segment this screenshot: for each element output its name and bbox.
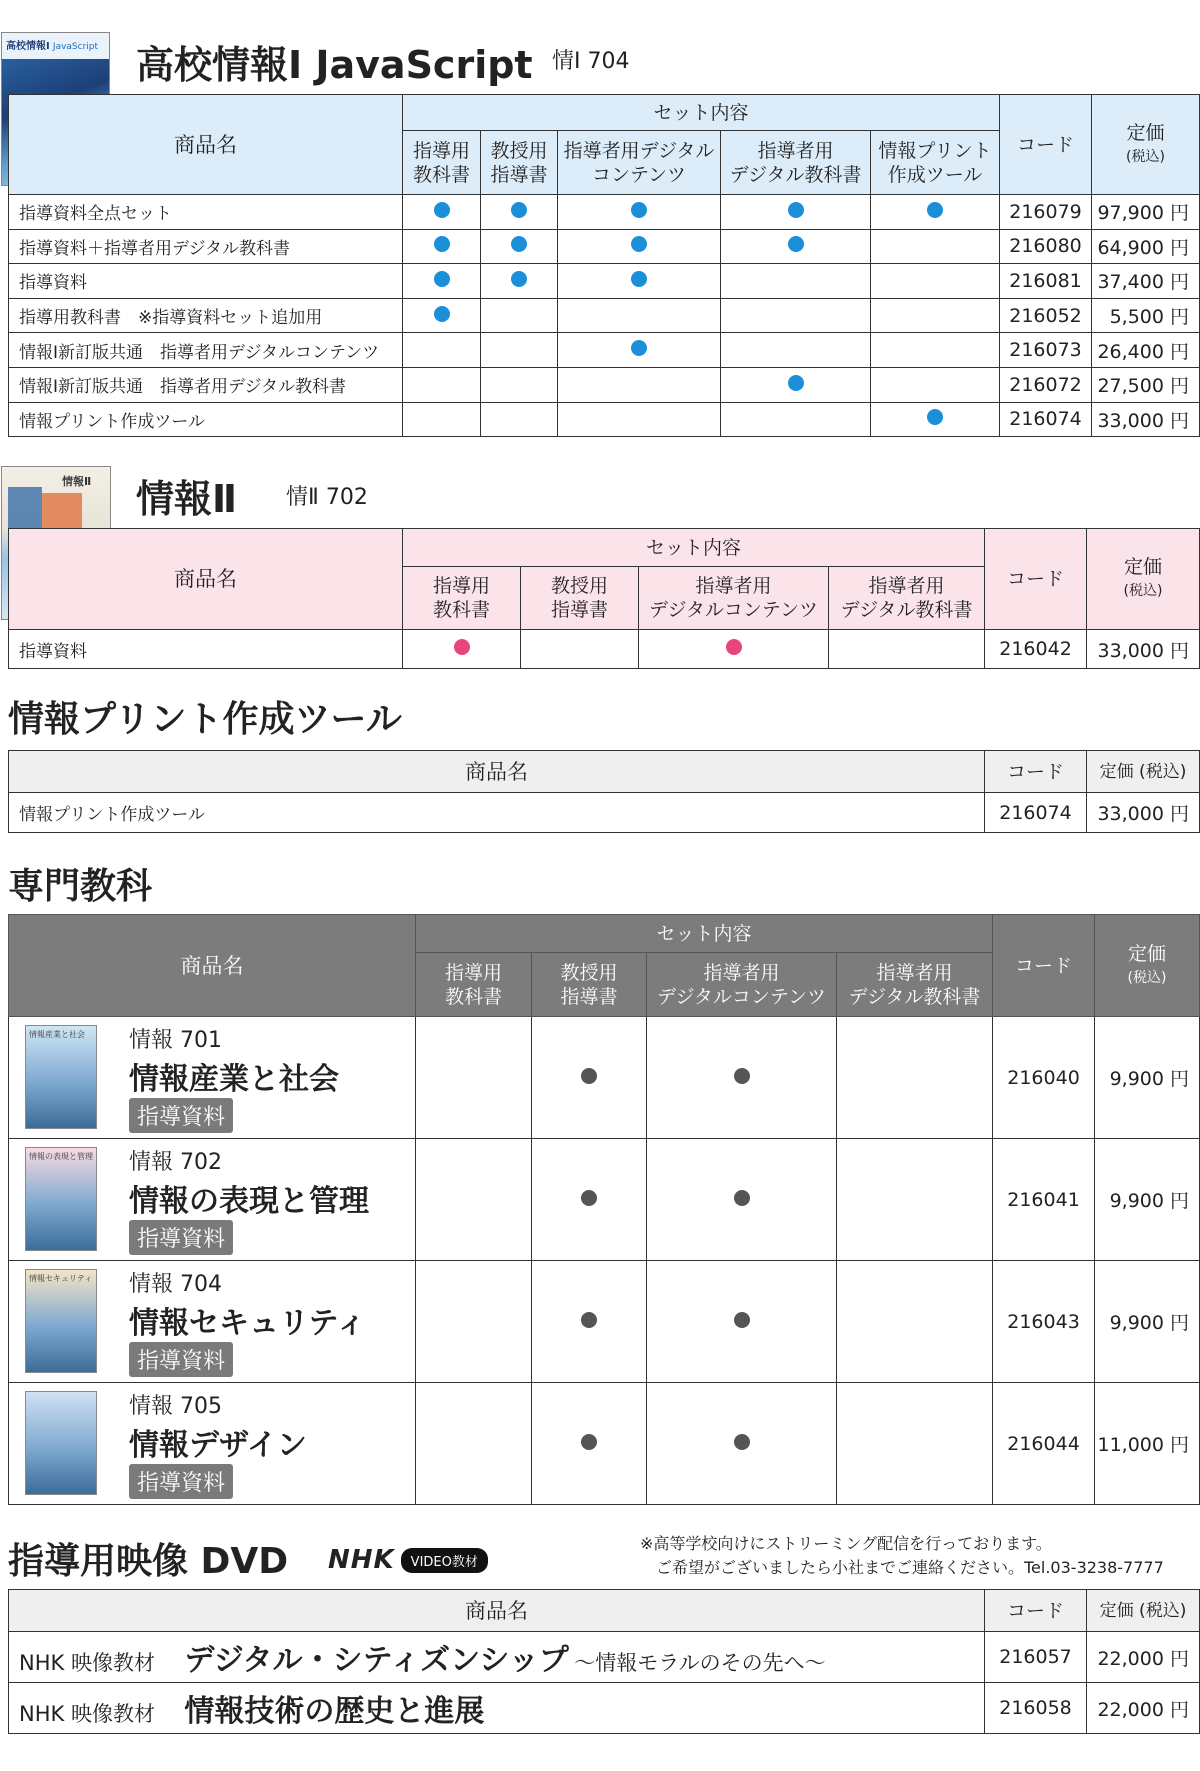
set-cell (558, 298, 721, 333)
product-code: 216080 (1000, 229, 1092, 264)
included-dot (511, 202, 527, 218)
section-title-print-tool: 情報プリント作成ツール (8, 699, 402, 740)
product-badge: 指導資料 (129, 1098, 233, 1133)
header-price (1092, 95, 1200, 195)
product-title: 情報産業と社会 (129, 1062, 339, 1097)
table-row (9, 402, 1200, 437)
set-cell (558, 402, 721, 437)
product-code: 216041 (993, 1139, 1095, 1261)
product-price: 11,000 円 (1095, 1383, 1200, 1505)
product-code: 216052 (1000, 298, 1092, 333)
header-price-label: 定価 (1124, 556, 1163, 578)
header-price-tax: (税込) (1126, 148, 1165, 165)
header-price-tax: (税込) (1127, 969, 1167, 986)
set-cell (481, 298, 558, 333)
header-col-3: 指導者用 デジタル教科書 (837, 953, 993, 1017)
book-cover (25, 1269, 97, 1373)
set-cell (481, 333, 558, 368)
set-cell (639, 630, 829, 669)
set-cell (871, 195, 1000, 230)
product-info (129, 1389, 307, 1499)
table-row (9, 1261, 1200, 1383)
product-code: 216044 (993, 1383, 1095, 1505)
table-row (9, 630, 1200, 669)
header-product-name: 商品名 (9, 1590, 985, 1632)
dvd-prefix: NHK 映像教材 (19, 1702, 155, 1726)
set-cell (721, 298, 871, 333)
set-cell (481, 229, 558, 264)
included-dot (631, 202, 647, 218)
included-dot (434, 202, 450, 218)
set-cell (416, 1017, 532, 1139)
set-cell (532, 1261, 647, 1383)
set-cell (871, 367, 1000, 402)
product-price: 22,000 円 (1087, 1683, 1200, 1734)
included-dot (734, 1434, 750, 1450)
set-cell (871, 264, 1000, 299)
included-dot (788, 202, 804, 218)
product-code: 216057 (985, 1632, 1087, 1683)
included-dot (434, 236, 450, 252)
product-name: 情報Ⅰ新訂版共通 指導者用デジタルコンテンツ (9, 333, 403, 368)
section-title-senmon: 専門教科 (8, 866, 153, 907)
product-table-joho1 (8, 94, 1200, 437)
dvd-row-name (9, 1632, 985, 1683)
set-cell (558, 229, 721, 264)
dvd-row-name (9, 1683, 985, 1734)
set-cell (481, 402, 558, 437)
product-name: 指導用教科書 ※指導資料セット追加用 (9, 298, 403, 333)
included-dot (927, 202, 943, 218)
header-set-contents: セット内容 (403, 95, 1000, 131)
product-price: 5,500 円 (1092, 298, 1200, 333)
product-cell (9, 1261, 416, 1383)
product-code: 216072 (1000, 367, 1092, 402)
set-cell (403, 333, 481, 368)
set-cell (403, 630, 521, 669)
product-name: 指導資料＋指導者用デジタル教科書 (9, 229, 403, 264)
section-code-joho2: 情Ⅱ 702 (286, 485, 368, 510)
product-code: 216043 (993, 1261, 1095, 1383)
included-dot (581, 1068, 597, 1084)
set-cell (403, 367, 481, 402)
product-badge: 指導資料 (129, 1220, 233, 1255)
header-price (1095, 915, 1200, 1017)
header-price: 定価 (税込) (1087, 1590, 1200, 1632)
set-cell (403, 229, 481, 264)
set-cell (837, 1139, 993, 1261)
set-cell (481, 264, 558, 299)
header-price (1087, 529, 1200, 630)
table-row (9, 1383, 1200, 1505)
set-cell (521, 630, 639, 669)
section-title-dvd: 指導用映像 DVD (8, 1541, 289, 1582)
set-cell (647, 1139, 837, 1261)
set-cell (532, 1017, 647, 1139)
set-cell (416, 1261, 532, 1383)
header-set-contents: セット内容 (416, 915, 993, 953)
header-col-0: 指導用 教科書 (403, 567, 521, 630)
included-dot (631, 236, 647, 252)
book-cover (25, 1147, 97, 1251)
product-table-print-tool (8, 750, 1200, 833)
product-title: 情報デザイン (129, 1428, 307, 1463)
section-title-joho1: 高校情報Ⅰ JavaScript (136, 43, 533, 87)
product-code: 216079 (1000, 195, 1092, 230)
included-dot (454, 639, 470, 655)
book-cover-title: 情報セキュリティ (29, 1274, 93, 1283)
product-number: 情報 701 (129, 1028, 222, 1053)
dvd-suffix: 〜情報モラルのその先へ〜 (574, 1651, 826, 1675)
included-dot (631, 340, 647, 356)
set-cell (558, 264, 721, 299)
header-product-name: 商品名 (9, 95, 403, 195)
product-title: 情報の表現と管理 (129, 1184, 369, 1219)
product-cell (9, 1139, 416, 1261)
header-price-label: 定価 (1128, 942, 1167, 965)
header-product-name: 商品名 (9, 751, 985, 793)
included-dot (734, 1068, 750, 1084)
cover-subtitle: JavaScript (52, 42, 99, 52)
set-cell (871, 402, 1000, 437)
set-cell (481, 195, 558, 230)
table-row (9, 264, 1200, 299)
header-col-1: 教授用 指導書 (481, 131, 558, 195)
table-row (9, 1017, 1200, 1139)
product-price: 97,900 円 (1092, 195, 1200, 230)
included-dot (511, 271, 527, 287)
included-dot (927, 409, 943, 425)
header-col-4: 情報プリント 作成ツール (871, 131, 1000, 195)
product-code: 216073 (1000, 333, 1092, 368)
set-cell (837, 1017, 993, 1139)
header-price-tax: (税込) (1123, 583, 1163, 599)
header-code: コード (985, 751, 1087, 793)
product-price: 26,400 円 (1092, 333, 1200, 368)
product-price: 33,000 円 (1092, 402, 1200, 437)
included-dot (581, 1190, 597, 1206)
book-cover (25, 1025, 97, 1129)
set-cell (871, 298, 1000, 333)
table-row (9, 195, 1200, 230)
table-row (9, 229, 1200, 264)
set-cell (403, 402, 481, 437)
product-info (129, 1267, 366, 1377)
included-dot (581, 1312, 597, 1328)
product-number: 情報 702 (129, 1150, 222, 1175)
header-set-contents: セット内容 (403, 529, 985, 567)
product-code: 216081 (1000, 264, 1092, 299)
nhk-logo-text: NHK (328, 1545, 395, 1575)
set-cell (647, 1017, 837, 1139)
set-cell (871, 333, 1000, 368)
product-price: 27,500 円 (1092, 367, 1200, 402)
product-table-joho2 (8, 528, 1200, 669)
header-code: コード (985, 1590, 1087, 1632)
product-name: 指導資料全点セット (9, 195, 403, 230)
header-col-3: 指導者用 デジタル教科書 (721, 131, 871, 195)
dvd-title: 情報技術の歴史と進展 (184, 1694, 485, 1729)
book-cover-title: 情報の表現と管理 (29, 1152, 93, 1161)
set-cell (721, 333, 871, 368)
header-product-name: 商品名 (9, 915, 416, 1017)
included-dot (581, 1434, 597, 1450)
product-price: 9,900 円 (1095, 1017, 1200, 1139)
product-cell (9, 1383, 416, 1505)
included-dot (511, 236, 527, 252)
header-col-1: 教授用 指導書 (532, 953, 647, 1017)
product-code: 216058 (985, 1683, 1087, 1734)
header-col-2: 指導者用 デジタルコンテンツ (647, 953, 837, 1017)
product-price: 33,000 円 (1087, 793, 1200, 833)
included-dot (788, 375, 804, 391)
set-cell (721, 195, 871, 230)
set-cell (829, 630, 985, 669)
header-col-2: 指導者用デジタル コンテンツ (558, 131, 721, 195)
header-code: コード (985, 529, 1087, 630)
included-dot (631, 271, 647, 287)
product-price: 64,900 円 (1092, 229, 1200, 264)
set-cell (532, 1139, 647, 1261)
header-code: コード (993, 915, 1095, 1017)
included-dot (734, 1190, 750, 1206)
set-cell (403, 298, 481, 333)
set-cell (647, 1261, 837, 1383)
product-number: 情報 705 (129, 1394, 222, 1419)
product-name: 情報プリント作成ツール (9, 402, 403, 437)
section-title-joho2: 情報Ⅱ (136, 477, 238, 521)
set-cell (837, 1383, 993, 1505)
included-dot (434, 271, 450, 287)
cover-title-joho2: 情報Ⅱ (62, 475, 92, 488)
product-table-senmon (8, 914, 1200, 1505)
header-code: コード (1000, 95, 1092, 195)
included-dot (726, 639, 742, 655)
set-cell (721, 402, 871, 437)
product-name: 指導資料 (9, 630, 403, 669)
set-cell (558, 195, 721, 230)
product-code: 216042 (985, 630, 1087, 669)
header-col-3: 指導者用 デジタル教科書 (829, 567, 985, 630)
set-cell (647, 1383, 837, 1505)
book-cover (25, 1391, 97, 1495)
product-badge: 指導資料 (129, 1342, 233, 1377)
set-cell (871, 229, 1000, 264)
set-cell (721, 229, 871, 264)
product-price: 9,900 円 (1095, 1139, 1200, 1261)
included-dot (788, 236, 804, 252)
set-cell (721, 367, 871, 402)
section-code-joho1: 情Ⅰ 704 (552, 49, 630, 74)
product-table-dvd (8, 1589, 1200, 1734)
header-col-2: 指導者用 デジタルコンテンツ (639, 567, 829, 630)
dvd-title: デジタル・シティズンシップ (184, 1643, 569, 1678)
header-col-0: 指導用 教科書 (416, 953, 532, 1017)
set-cell (532, 1383, 647, 1505)
dvd-note-1: ※高等学校向けにストリーミング配信を行っております。 (640, 1534, 1052, 1553)
table-row (9, 1139, 1200, 1261)
product-code: 216074 (985, 793, 1087, 833)
set-cell (558, 333, 721, 368)
included-dot (734, 1312, 750, 1328)
product-name: 指導資料 (9, 264, 403, 299)
set-cell (416, 1139, 532, 1261)
product-number: 情報 704 (129, 1272, 222, 1297)
included-dot (434, 306, 450, 322)
product-price: 37,400 円 (1092, 264, 1200, 299)
nhk-logo (328, 1545, 488, 1575)
video-badge: VIDEO教材 (401, 1548, 488, 1573)
set-cell (416, 1383, 532, 1505)
product-title: 情報セキュリティ (129, 1306, 366, 1341)
product-info (129, 1023, 339, 1133)
product-name: 情報Ⅰ新訂版共通 指導者用デジタル教科書 (9, 367, 403, 402)
header-col-1: 教授用 指導書 (521, 567, 639, 630)
set-cell (837, 1261, 993, 1383)
table-row (9, 367, 1200, 402)
table-row (9, 333, 1200, 368)
set-cell (558, 367, 721, 402)
set-cell (481, 367, 558, 402)
table-row (9, 298, 1200, 333)
set-cell (721, 264, 871, 299)
product-name: 情報プリント作成ツール (9, 793, 985, 833)
product-info (129, 1145, 369, 1255)
dvd-note-2: ご希望がございましたら小社までご連絡ください。Tel.03-3238-7777 (656, 1558, 1164, 1577)
header-price: 定価 (税込) (1087, 751, 1200, 793)
header-col-0: 指導用 教科書 (403, 131, 481, 195)
set-cell (403, 195, 481, 230)
product-code: 216040 (993, 1017, 1095, 1139)
product-badge: 指導資料 (129, 1464, 233, 1499)
product-price: 33,000 円 (1087, 630, 1200, 669)
header-price-label: 定価 (1126, 121, 1165, 144)
product-price: 22,000 円 (1087, 1632, 1200, 1683)
header-product-name: 商品名 (9, 529, 403, 630)
product-price: 9,900 円 (1095, 1261, 1200, 1383)
product-cell (9, 1017, 416, 1139)
dvd-prefix: NHK 映像教材 (19, 1651, 155, 1675)
product-code: 216074 (1000, 402, 1092, 437)
set-cell (403, 264, 481, 299)
book-cover-title: 情報産業と社会 (29, 1030, 85, 1039)
cover-title: 高校情報Ⅰ (6, 41, 50, 52)
